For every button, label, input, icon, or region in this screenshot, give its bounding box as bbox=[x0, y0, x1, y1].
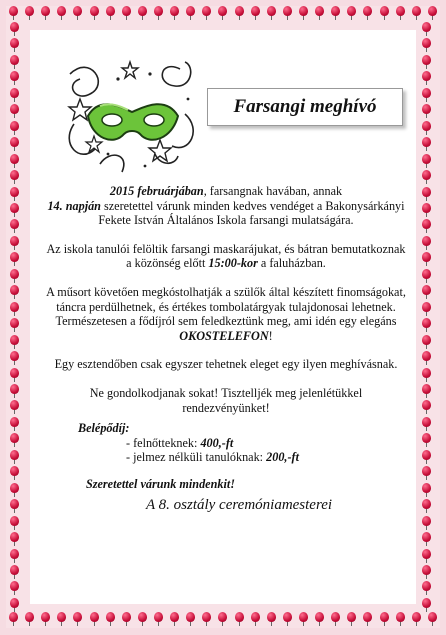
balloon-icon bbox=[72, 612, 83, 626]
paragraph-date bbox=[46, 184, 406, 228]
balloon-icon bbox=[217, 6, 228, 20]
balloon-icon bbox=[9, 22, 20, 36]
balloon-icon bbox=[121, 6, 132, 20]
balloon-icon bbox=[266, 612, 277, 626]
show-text-1: Az iskola tanulói felöltik farsangi maskarájukat, és bátran bemutatkoznak a közönség előtt bbox=[46, 241, 406, 271]
balloon-icon bbox=[169, 612, 180, 626]
balloon-icon bbox=[9, 368, 20, 382]
balloon-icon bbox=[9, 121, 20, 135]
fee-student bbox=[126, 450, 406, 465]
balloon-icon bbox=[411, 612, 422, 626]
balloon-icon bbox=[421, 38, 432, 52]
paragraph-program bbox=[46, 285, 406, 343]
balloon-icon bbox=[421, 203, 432, 217]
balloon-icon bbox=[282, 612, 293, 626]
balloon-icon bbox=[9, 581, 20, 595]
balloon-icon bbox=[40, 6, 51, 20]
balloon-icon bbox=[421, 154, 432, 168]
balloon-icon bbox=[379, 612, 390, 626]
balloon-icon bbox=[9, 88, 20, 102]
balloon-border-bottom bbox=[8, 612, 438, 628]
balloon-icon bbox=[421, 137, 432, 151]
balloon-icon bbox=[421, 71, 432, 85]
balloon-icon bbox=[346, 6, 357, 20]
balloon-icon bbox=[421, 302, 432, 316]
balloon-icon bbox=[9, 203, 20, 217]
fee-adult-value: 400,-ft bbox=[200, 435, 234, 450]
balloon-icon bbox=[201, 6, 212, 20]
balloon-icon bbox=[9, 384, 20, 398]
entry-fee-block bbox=[78, 421, 406, 465]
balloon-icon bbox=[362, 612, 373, 626]
balloon-icon bbox=[298, 612, 309, 626]
balloon-icon bbox=[421, 88, 432, 102]
balloon-icon bbox=[421, 384, 432, 398]
balloon-icon bbox=[9, 285, 20, 299]
program-text-2: ! bbox=[268, 328, 273, 343]
balloon-icon bbox=[362, 6, 373, 20]
balloon-icon bbox=[40, 612, 51, 626]
balloon-icon bbox=[411, 6, 422, 20]
balloon-icon bbox=[9, 269, 20, 283]
balloon-icon bbox=[250, 612, 261, 626]
balloon-icon bbox=[421, 368, 432, 382]
balloon-icon bbox=[169, 6, 180, 20]
balloon-icon bbox=[72, 6, 83, 20]
balloon-icon bbox=[8, 6, 19, 20]
program-text-1: A műsort követően megkóstolhatják a szülők által készített finomságokat, táncra perdülhetnek, és értékes tombolatárgyak tulajdonosai lehetnek. Természetesen a fődíjról sem feledkeztünk meg, ami idén egy elegáns bbox=[46, 284, 406, 329]
balloon-icon bbox=[9, 318, 20, 332]
balloon-icon bbox=[421, 499, 432, 513]
balloon-icon bbox=[9, 466, 20, 480]
balloon-icon bbox=[9, 154, 20, 168]
balloon-icon bbox=[201, 612, 212, 626]
day-text: 14. napján bbox=[47, 198, 101, 213]
balloon-icon bbox=[421, 22, 432, 36]
balloon-icon bbox=[105, 612, 116, 626]
balloon-icon bbox=[421, 450, 432, 464]
balloon-icon bbox=[9, 170, 20, 184]
balloon-icon bbox=[266, 6, 277, 20]
balloon-icon bbox=[421, 565, 432, 579]
balloon-icon bbox=[185, 6, 196, 20]
balloon-icon bbox=[421, 351, 432, 365]
balloon-icon bbox=[9, 137, 20, 151]
fee-student-label: - jelmez nélküli tanulóknak: bbox=[126, 450, 267, 465]
balloon-icon bbox=[421, 532, 432, 546]
balloon-icon bbox=[105, 6, 116, 20]
balloon-icon bbox=[421, 269, 432, 283]
fee-student-value: 200,-ft bbox=[266, 450, 299, 465]
time-text: 15:00-kor bbox=[208, 256, 258, 271]
balloon-icon bbox=[9, 71, 20, 85]
balloon-border-right bbox=[421, 22, 437, 612]
balloon-icon bbox=[421, 516, 432, 530]
balloon-icon bbox=[314, 612, 325, 626]
balloon-icon bbox=[137, 6, 148, 20]
balloon-icon bbox=[379, 6, 390, 20]
balloon-icon bbox=[56, 6, 67, 20]
balloon-icon bbox=[9, 335, 20, 349]
balloon-icon bbox=[421, 55, 432, 69]
balloon-icon bbox=[330, 6, 341, 20]
balloon-icon bbox=[314, 6, 325, 20]
balloon-icon bbox=[421, 598, 432, 612]
balloon-icon bbox=[421, 483, 432, 497]
balloon-icon bbox=[421, 318, 432, 332]
balloon-icon bbox=[89, 6, 100, 20]
balloon-icon bbox=[9, 104, 20, 118]
balloon-icon bbox=[427, 612, 438, 626]
balloon-icon bbox=[298, 6, 309, 20]
balloon-icon bbox=[346, 612, 357, 626]
fee-label: Belépődíj: bbox=[78, 421, 130, 436]
balloon-border-top bbox=[8, 6, 438, 22]
balloon-icon bbox=[421, 285, 432, 299]
signature-text: A 8. osztály ceremóniamesterei bbox=[146, 496, 333, 513]
carnival-mask-icon bbox=[60, 54, 204, 178]
balloon-icon bbox=[24, 6, 35, 20]
balloon-icon bbox=[9, 483, 20, 497]
closing-text: Szeretettel várunk mindenkit! bbox=[86, 476, 235, 491]
paragraph-once: Egy esztendőben csak egyszer tehetnek eleget egy ilyen meghívásnak. bbox=[54, 357, 398, 372]
fee-adult bbox=[126, 436, 406, 451]
fee-adult-label: - felnőtteknek: bbox=[126, 435, 201, 450]
balloon-icon bbox=[9, 236, 20, 250]
balloon-icon bbox=[234, 6, 245, 20]
balloon-icon bbox=[9, 417, 20, 431]
show-text-2: a faluházban. bbox=[257, 256, 326, 271]
balloon-icon bbox=[250, 6, 261, 20]
balloon-icon bbox=[8, 612, 19, 626]
balloon-icon bbox=[421, 252, 432, 266]
balloon-icon bbox=[395, 6, 406, 20]
date-rest-text: , farsangnak havában, annak bbox=[203, 184, 343, 198]
balloon-icon bbox=[217, 612, 228, 626]
balloon-icon bbox=[137, 612, 148, 626]
balloon-icon bbox=[282, 6, 293, 20]
balloon-icon bbox=[153, 6, 164, 20]
balloon-icon bbox=[9, 219, 20, 233]
balloon-icon bbox=[421, 121, 432, 135]
balloon-icon bbox=[330, 612, 341, 626]
balloon-icon bbox=[9, 302, 20, 316]
balloon-border-left bbox=[9, 22, 25, 612]
balloon-icon bbox=[24, 612, 35, 626]
balloon-icon bbox=[421, 433, 432, 447]
balloon-icon bbox=[9, 252, 20, 266]
paragraph-honor: Ne gondolkodjanak sokat! Tisztelljék meg jelenlétükkel rendezvényünket! bbox=[89, 385, 363, 415]
invite-text: szeretettel várunk minden kedves vendéget a Bakonysárkányi Fekete István Általános Iskola farsangi mulatságára. bbox=[98, 198, 405, 228]
paragraph-show bbox=[46, 242, 406, 271]
balloon-icon bbox=[121, 612, 132, 626]
invitation-body bbox=[46, 184, 406, 512]
balloon-icon bbox=[421, 400, 432, 414]
prize-text: OKOSTELEFON bbox=[179, 328, 269, 343]
balloon-icon bbox=[56, 612, 67, 626]
balloon-icon bbox=[9, 38, 20, 52]
balloon-icon bbox=[89, 612, 100, 626]
balloon-icon bbox=[421, 335, 432, 349]
balloon-icon bbox=[9, 55, 20, 69]
date-text: 2015 februárjában bbox=[109, 184, 204, 198]
balloon-icon bbox=[9, 450, 20, 464]
balloon-icon bbox=[9, 565, 20, 579]
balloon-icon bbox=[421, 581, 432, 595]
balloon-icon bbox=[153, 612, 164, 626]
balloon-icon bbox=[9, 516, 20, 530]
balloon-icon bbox=[9, 598, 20, 612]
balloon-icon bbox=[421, 549, 432, 563]
balloon-icon bbox=[421, 170, 432, 184]
balloon-icon bbox=[421, 236, 432, 250]
balloon-icon bbox=[9, 187, 20, 201]
invitation-card bbox=[30, 30, 416, 604]
balloon-icon bbox=[421, 219, 432, 233]
balloon-icon bbox=[185, 612, 196, 626]
balloon-icon bbox=[9, 433, 20, 447]
balloon-icon bbox=[234, 612, 245, 626]
balloon-icon bbox=[9, 351, 20, 365]
balloon-icon bbox=[427, 6, 438, 20]
balloon-icon bbox=[395, 612, 406, 626]
balloon-icon bbox=[421, 187, 432, 201]
balloon-icon bbox=[9, 400, 20, 414]
page-title: Farsangi meghívó bbox=[233, 96, 377, 117]
balloon-icon bbox=[421, 104, 432, 118]
balloon-icon bbox=[9, 549, 20, 563]
balloon-icon bbox=[421, 466, 432, 480]
balloon-icon bbox=[421, 417, 432, 431]
title-box bbox=[207, 88, 403, 126]
balloon-icon bbox=[9, 532, 20, 546]
balloon-icon bbox=[9, 499, 20, 513]
